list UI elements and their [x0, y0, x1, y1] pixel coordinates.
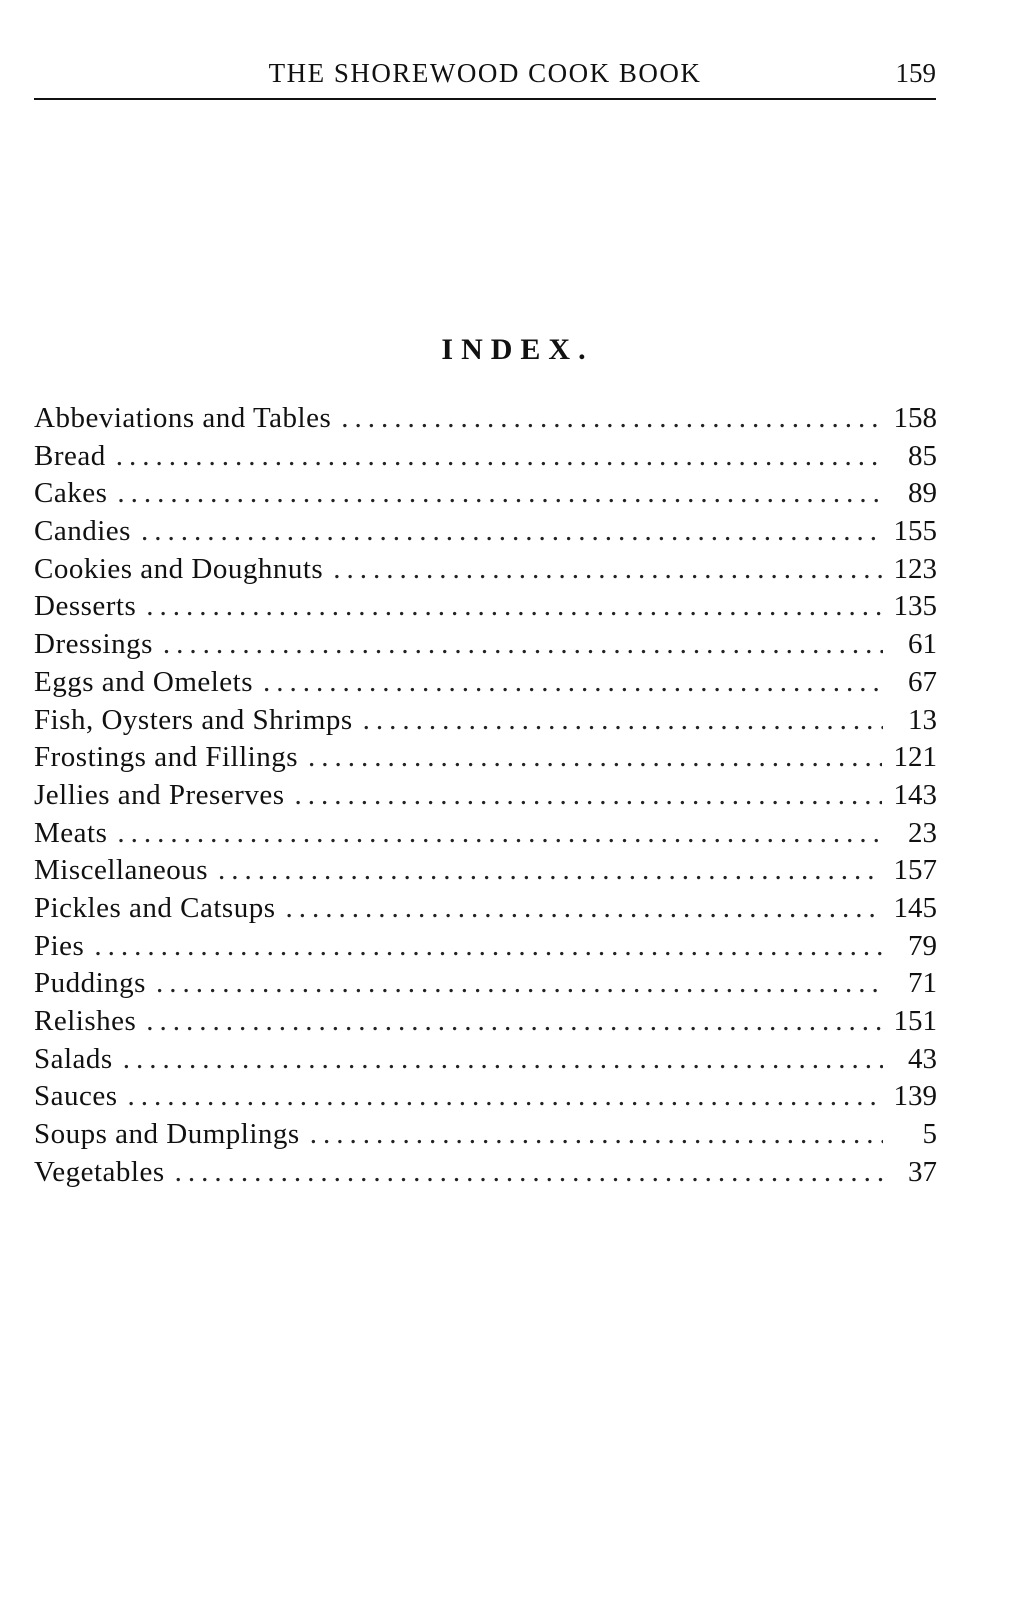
- index-entry: [34, 1154, 937, 1192]
- index-entry: [34, 965, 937, 1003]
- index-entry: [34, 928, 937, 966]
- entry-page: 13: [908, 703, 937, 736]
- entry-page: 79: [908, 929, 937, 962]
- entry-title: Pies: [34, 929, 85, 962]
- index-entry: [34, 1116, 937, 1154]
- index-heading: INDEX.: [441, 333, 594, 366]
- dot-leader: [163, 626, 883, 664]
- index-entry: [34, 1078, 937, 1116]
- entry-title: Cookies and Doughnuts: [34, 552, 324, 585]
- entry-page: 135: [893, 590, 937, 623]
- dot-leader: [363, 702, 883, 740]
- dot-leader: [341, 400, 881, 438]
- index-entry: [34, 551, 937, 589]
- entry-title: Frostings and Fillings: [34, 741, 298, 774]
- entry-title: Salads: [34, 1042, 113, 1075]
- index-entry: [34, 664, 937, 702]
- dot-leader: [128, 1078, 882, 1116]
- entry-page: 43: [908, 1042, 937, 1075]
- dot-leader: [308, 739, 882, 777]
- entry-title: Jellies and Preserves: [34, 778, 285, 811]
- entry-page: 23: [908, 816, 937, 849]
- entry-title: Candies: [34, 515, 131, 548]
- index-entry: [34, 739, 937, 777]
- dot-leader: [117, 475, 883, 513]
- dot-leader: [263, 664, 883, 702]
- index-entry: [34, 777, 937, 815]
- entry-page: 158: [893, 402, 937, 434]
- index-entry: [34, 400, 937, 438]
- dot-leader: [218, 852, 881, 890]
- entry-title: Relishes: [34, 1005, 137, 1037]
- dot-leader: [116, 438, 883, 476]
- index-entry: [34, 1003, 937, 1041]
- entry-title: Sauces: [34, 1080, 118, 1113]
- index-entry: [34, 815, 937, 853]
- index-entry: [34, 475, 937, 513]
- index-entry: [34, 852, 937, 890]
- dot-leader: [286, 890, 882, 928]
- entry-title: Vegetables: [34, 1155, 165, 1188]
- index-entry: [34, 588, 937, 626]
- entry-title: Soups and Dumplings: [34, 1118, 300, 1151]
- dot-leader: [156, 965, 883, 1003]
- dot-leader: [123, 1041, 883, 1079]
- entry-title: Abbeviations and Tables: [34, 402, 332, 434]
- dot-leader: [117, 815, 883, 853]
- index-list: [34, 400, 937, 1191]
- dot-leader: [333, 551, 881, 589]
- index-entry: [34, 626, 937, 664]
- entry-page: 139: [893, 1080, 937, 1113]
- index-entry: [34, 702, 937, 740]
- entry-page: 145: [893, 891, 937, 924]
- dot-leader: [310, 1116, 883, 1154]
- entry-title: Eggs and Omelets: [34, 665, 254, 698]
- dot-leader: [175, 1154, 883, 1192]
- entry-page: 121: [893, 741, 937, 774]
- entry-page: 151: [893, 1005, 937, 1037]
- entry-page: 71: [908, 967, 937, 1000]
- dot-leader: [94, 928, 883, 966]
- entry-title: Fish, Oysters and Shrimps: [34, 703, 353, 736]
- entry-page: 37: [908, 1155, 937, 1188]
- dot-leader: [146, 1003, 881, 1041]
- index-entry: [34, 438, 937, 476]
- dot-leader: [146, 588, 881, 626]
- entry-page: 5: [922, 1118, 937, 1151]
- entry-page: 157: [893, 854, 937, 887]
- entry-page: 143: [893, 778, 937, 811]
- entry-title: Puddings: [34, 967, 146, 1000]
- entry-title: Miscellaneous: [34, 854, 209, 887]
- page-number: 159: [895, 58, 936, 88]
- entry-title: Dressings: [34, 628, 153, 661]
- entry-page: 155: [893, 515, 937, 548]
- index-entry: [34, 513, 937, 551]
- dot-leader: [141, 513, 882, 551]
- entry-title: Cakes: [34, 477, 108, 510]
- entry-title: Pickles and Catsups: [34, 891, 276, 924]
- entry-page: 61: [908, 628, 937, 661]
- running-head: [34, 58, 936, 100]
- entry-page: 123: [893, 552, 937, 585]
- entry-page: 89: [908, 477, 937, 510]
- entry-page: 85: [908, 439, 937, 472]
- entry-title: Bread: [34, 439, 106, 472]
- entry-title: Meats: [34, 816, 108, 849]
- book-title: THE SHOREWOOD COOK BOOK: [268, 58, 702, 88]
- dot-leader: [295, 777, 882, 815]
- entry-page: 67: [908, 665, 937, 698]
- entry-title: Desserts: [34, 590, 137, 623]
- index-entry: [34, 1041, 937, 1079]
- index-entry: [34, 890, 937, 928]
